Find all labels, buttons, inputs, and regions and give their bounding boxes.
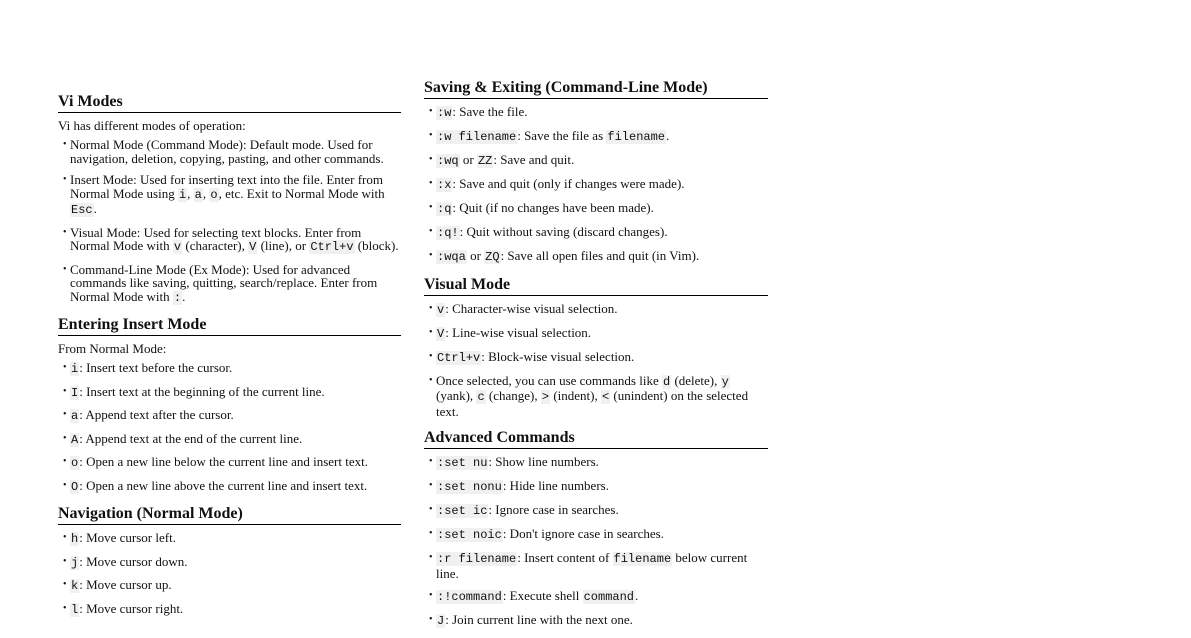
left-column: [58, 92, 401, 627]
list-item: [424, 105, 768, 121]
list-item: [424, 551, 768, 580]
list-item: [58, 173, 401, 218]
description-text: : Insert text at the beginning of the current line.: [79, 383, 325, 399]
list-item: [424, 350, 768, 366]
command-code: filename: [607, 130, 665, 144]
command-list: [58, 361, 401, 494]
command-code: :set nu: [437, 456, 488, 470]
list-item: [424, 503, 768, 519]
command-code: o: [71, 456, 79, 470]
description-text: : Save all open files and quit (in Vim).: [500, 248, 700, 263]
command-code: v: [173, 240, 182, 254]
command-code: c: [477, 390, 485, 404]
description-text: Visual Mode: Used for selecting text blocks. Enter from Normal Mode with: [70, 224, 362, 253]
command-code: :q: [437, 202, 452, 216]
section-heading: Navigation (Normal Mode): [58, 504, 401, 525]
command-code: i: [178, 187, 187, 202]
description-text: or: [466, 248, 485, 263]
list-item: [58, 602, 401, 618]
description-text: : Hide line numbers.: [502, 478, 609, 493]
section-heading: Entering Insert Mode: [58, 315, 401, 336]
description-text: : Save the file as: [517, 128, 607, 143]
description-text: or: [459, 152, 477, 167]
command-code: y: [721, 374, 729, 389]
list-item: [424, 455, 768, 471]
command-code: d: [662, 374, 671, 389]
command-code: :x: [437, 178, 452, 192]
command-code: O: [71, 479, 79, 494]
command-code: v: [437, 302, 445, 317]
section-advanced-commands: [424, 428, 768, 628]
description-text: (block).: [354, 238, 399, 253]
list-item: [424, 326, 768, 342]
description-text: .: [93, 201, 97, 216]
description-text: ,: [202, 185, 210, 201]
command-code: V: [249, 240, 257, 254]
list-item: [58, 263, 401, 306]
command-list: [424, 455, 768, 628]
list-item: [58, 555, 401, 571]
command-code: j: [71, 555, 79, 570]
list-item: [424, 479, 768, 495]
description-text: (character),: [182, 238, 249, 253]
description-text: : Move cursor up.: [79, 577, 172, 592]
list-item: [424, 129, 768, 145]
description-text: : Open a new line above the current line and insert text.: [79, 477, 368, 493]
description-text: (unindent) on the selected text.: [436, 388, 749, 419]
command-code: a: [71, 409, 79, 423]
command-code: l: [71, 602, 79, 617]
section-intro: From Normal Mode:: [58, 341, 167, 356]
list-item: [424, 225, 768, 241]
description-text: .: [666, 128, 670, 143]
command-code: ZZ: [477, 154, 493, 168]
description-text: : Save the file.: [452, 104, 528, 119]
description-text: : Insert text before the cursor.: [79, 360, 233, 375]
description-text: (change),: [485, 388, 541, 403]
list-item: [58, 432, 401, 448]
command-code: :wqa: [437, 250, 466, 264]
section-visual-mode: [424, 275, 768, 419]
list-item: [424, 201, 768, 217]
section-heading: Saving & Exiting (Command-Line Mode): [424, 78, 768, 99]
section-intro: Vi has different modes of operation:: [58, 118, 246, 133]
command-code: :: [173, 290, 182, 305]
list-item: [424, 527, 768, 543]
command-code: :set noic: [437, 528, 502, 542]
command-code: k: [71, 579, 79, 593]
list-item: [424, 153, 768, 169]
description-text: : Quit without saving (discard changes).: [459, 224, 668, 239]
section-vi-modes: [58, 92, 401, 305]
section-entering-insert-mode: [58, 315, 401, 494]
command-code: J: [437, 613, 445, 628]
description-text: : Don't ignore case in searches.: [502, 526, 664, 541]
command-code: :w filename: [437, 130, 517, 144]
description-text: Once selected, you can use commands like: [436, 372, 662, 388]
command-list: [424, 302, 768, 419]
command-code: A: [71, 432, 79, 447]
description-text: : Quit (if no changes have been made).: [452, 200, 654, 215]
description-text: : Append text after the cursor.: [79, 407, 234, 422]
description-text: Insert Mode: Used for inserting text into the file. Enter from Normal Mode using: [70, 172, 384, 201]
list-item: [58, 361, 401, 377]
command-code: ZQ: [485, 250, 500, 264]
description-text: : Append text at the end of the current line.: [79, 430, 303, 446]
command-code: >: [541, 390, 550, 404]
command-code: i: [71, 362, 79, 376]
description-text: ,: [187, 185, 194, 201]
command-code: command: [583, 589, 635, 604]
list-item: [424, 177, 768, 193]
section-heading: Advanced Commands: [424, 428, 768, 449]
list-item: [58, 531, 401, 547]
description-text: below current line.: [436, 550, 748, 581]
description-text: : Line-wise visual selection.: [445, 324, 592, 340]
list-item: [58, 455, 401, 471]
command-code: :q!: [437, 226, 459, 240]
description-text: (line), or: [257, 238, 310, 253]
command-code: h: [71, 532, 79, 546]
command-code: :!command: [437, 589, 502, 604]
command-code: Esc: [71, 203, 93, 217]
description-text: : Move cursor left.: [79, 530, 176, 545]
command-code: I: [71, 385, 79, 400]
list-item: [424, 249, 768, 265]
section-heading: Visual Mode: [424, 275, 768, 296]
list-item: [424, 374, 768, 419]
command-list: [424, 105, 768, 265]
list-item: [58, 479, 401, 495]
list-item: [424, 589, 768, 605]
description-text: , etc. Exit to Normal Mode with: [218, 185, 385, 201]
command-code: a: [194, 187, 202, 202]
section-navigation-normal-mode: [58, 504, 401, 617]
description-text: Command-Line Mode (Ex Mode): Used for advanced commands like saving, quitting, search/replace. Enter from Normal Mode with: [70, 261, 378, 304]
command-code: :set nonu: [437, 480, 502, 494]
description-text: : Join current line with the next one.: [445, 611, 633, 627]
command-code: <: [601, 390, 610, 404]
description-text: .: [182, 288, 186, 304]
description-text: : Execute shell: [502, 587, 583, 603]
command-code: :r filename: [437, 552, 517, 566]
description-text: : Open a new line below the current line and insert text.: [79, 454, 368, 469]
right-column: [424, 78, 768, 638]
description-text: : Save and quit (only if changes were made).: [452, 176, 685, 191]
description-text: : Move cursor down.: [79, 553, 188, 569]
command-code: filename: [613, 552, 672, 566]
description-text: : Show line numbers.: [488, 454, 599, 469]
command-code: Ctrl+v: [437, 350, 481, 365]
command-list: [58, 138, 401, 305]
command-code: o: [210, 187, 218, 202]
description-text: : Insert content of: [517, 550, 613, 565]
command-code: Ctrl+v: [310, 240, 354, 254]
description-text: : Ignore case in searches.: [488, 502, 619, 517]
list-item: [58, 408, 401, 424]
command-code: :wq: [437, 154, 459, 168]
description-text: Normal Mode (Command Mode): Default mode. Used for navigation, deletion, copying, pasting, and other commands.: [70, 137, 384, 166]
description-text: : Character-wise visual selection.: [445, 300, 618, 316]
command-list: [58, 531, 401, 617]
list-item: [424, 302, 768, 318]
command-code: :w: [437, 106, 452, 120]
description-text: : Save and quit.: [493, 152, 575, 167]
section-heading: Vi Modes: [58, 92, 401, 113]
list-item: [58, 138, 401, 165]
description-text: .: [635, 587, 639, 603]
command-code: V: [437, 326, 445, 341]
command-code: :set ic: [437, 504, 488, 518]
list-item: [58, 385, 401, 401]
section-saving-exiting-command-line-mode: [424, 78, 768, 265]
description-text: : Move cursor right.: [79, 600, 184, 616]
description-text: (yank),: [436, 388, 477, 403]
list-item: [58, 578, 401, 594]
list-item: [58, 226, 401, 255]
description-text: : Block-wise visual selection.: [481, 348, 635, 364]
description-text: (indent),: [550, 388, 601, 403]
description-text: (delete),: [671, 372, 721, 388]
